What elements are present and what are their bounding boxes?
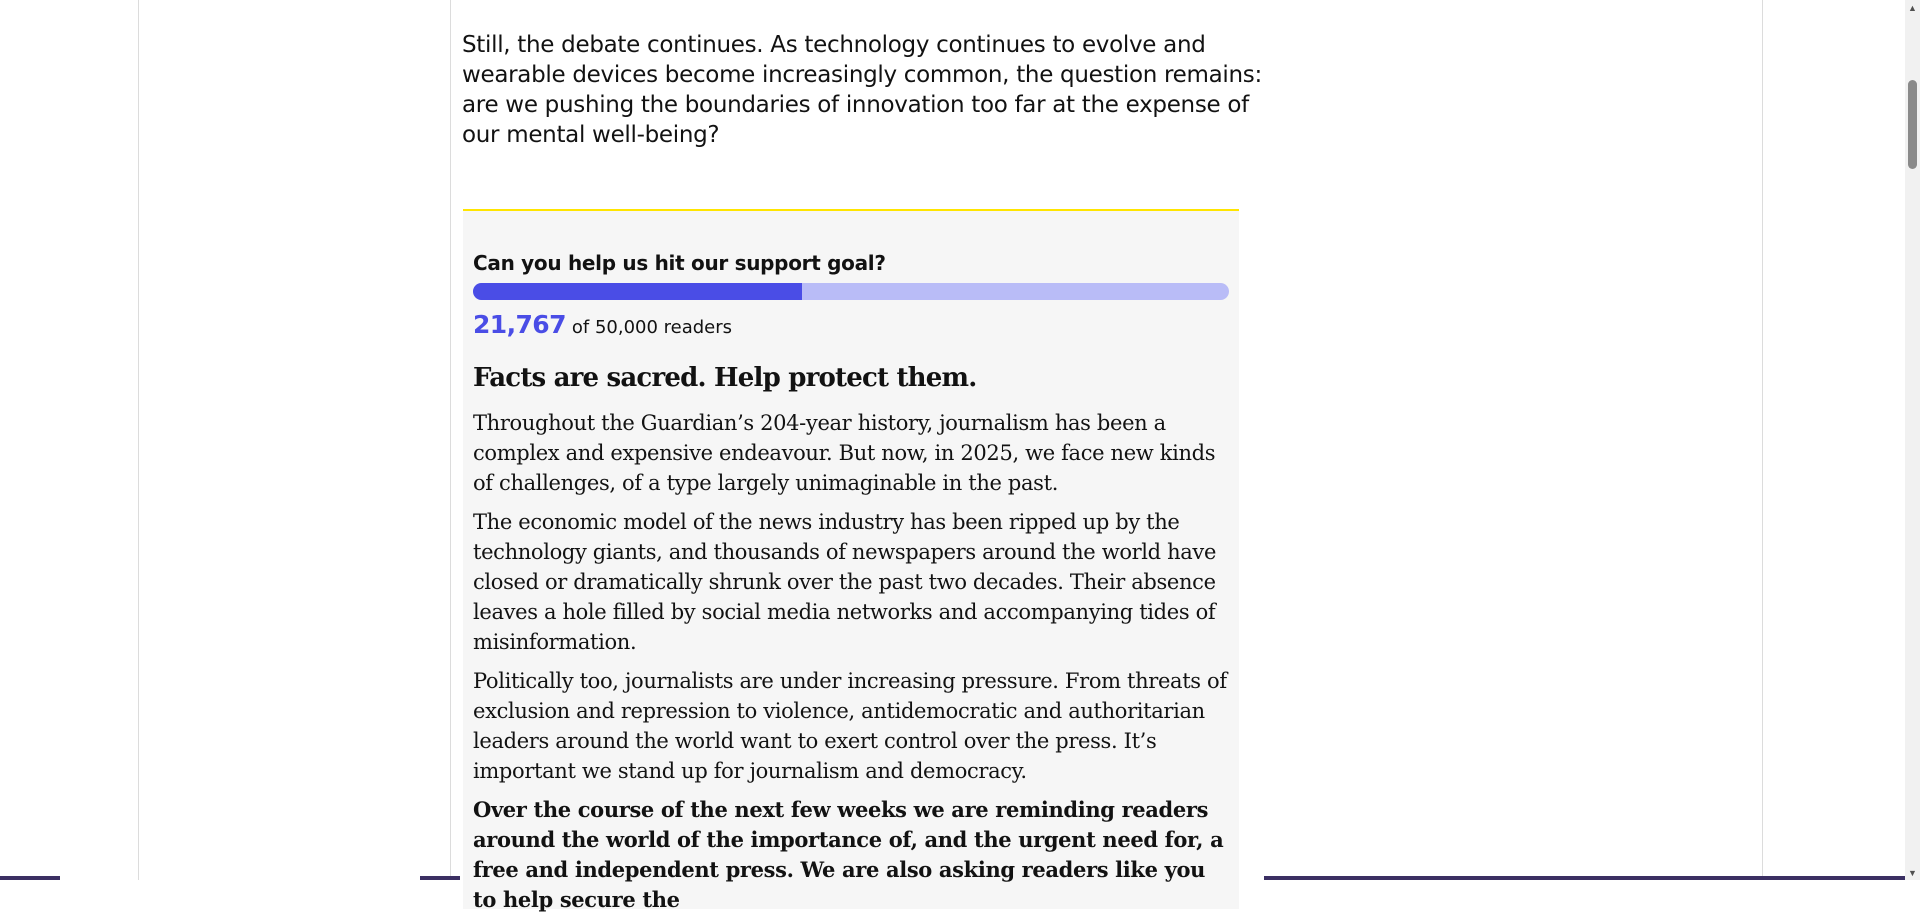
support-epic [463, 209, 1239, 912]
layout-divider-right [1762, 0, 1763, 880]
page-scrollbar[interactable] [1905, 0, 1920, 880]
epic-headline: Facts are sacred. Help protect them. [473, 363, 977, 393]
epic-paragraph: Throughout the Guardian’s 204-year history, journalism has been a complex and expensive endeavour. But now, in 2025, we face new kinds of challenges, of a type largely unimaginable in the past. [473, 411, 1216, 495]
scroll-down-arrow-icon[interactable]: ▼ [1908, 867, 1917, 878]
support-progress-fill [473, 283, 802, 300]
scrollbar-thumb[interactable] [1908, 80, 1917, 169]
reader-counter [473, 310, 1229, 342]
article-closing-paragraph: Still, the debate continues. As technology continues to evolve and wearable devices become increasingly common, the question remains: are we pushing the boundaries of innovation too far at the expense of our mental well-being? [462, 32, 1262, 148]
reader-count: 21,767 [473, 310, 566, 339]
support-goal-heading: Can you help us hit our support goal? [473, 251, 886, 275]
epic-paragraph: Politically too, journalists are under increasing pressure. From threats of exclusion and repression to violence, antidemocratic and authoritarian leaders around the world want to exert control over the press. It’s important we stand up for journalism and democracy. [473, 669, 1227, 783]
bottom-banner-strip [0, 876, 60, 880]
bottom-banner-strip [420, 876, 460, 880]
reader-goal-text: of 50,000 readers [571, 317, 733, 338]
scroll-up-arrow-icon[interactable]: ▲ [1908, 2, 1917, 13]
layout-divider-content [450, 0, 451, 880]
layout-divider-left [138, 0, 139, 880]
epic-paragraph-bold: Over the course of the next few weeks we are reminding readers around the world of the importance of, and the urgent need for, a free and independent press. We are also asking readers like you to help secure the [473, 797, 1224, 912]
epic-paragraph: The economic model of the news industry has been ripped up by the technology giants, and thousands of newspapers around the world have closed or dramatically shrunk over the past two decades. Their absence leaves a hole filled by social media networks and accompanying tides of misinformation. [473, 510, 1217, 654]
support-progress-bar [473, 283, 1229, 300]
bottom-banner-strip [1264, 876, 1905, 880]
